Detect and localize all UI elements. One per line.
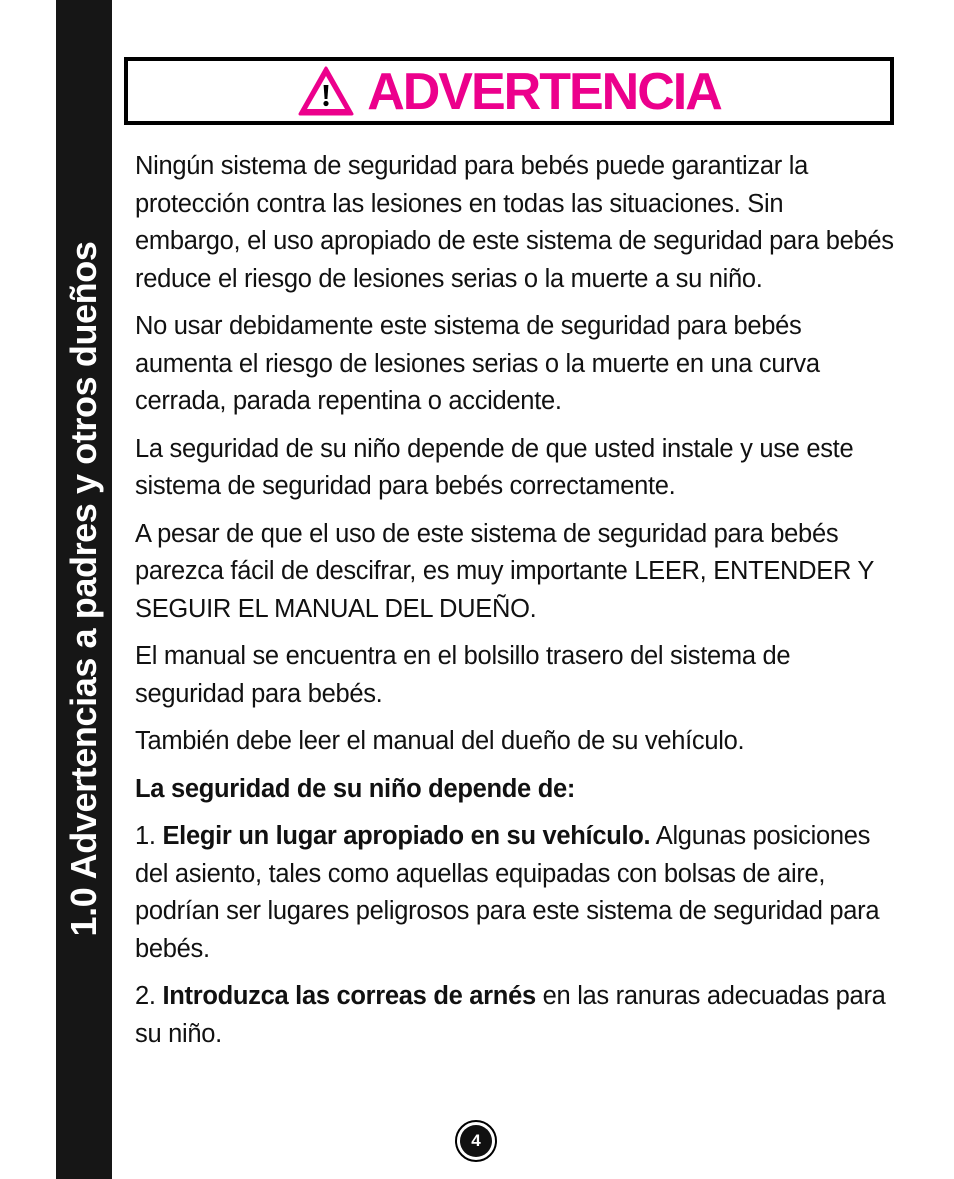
list-number: 1. xyxy=(135,822,156,850)
paragraph: La seguridad de su niño depende de que usted instale y use este sistema de seguridad para bebés correctamente. xyxy=(135,434,854,500)
paragraph: No usar debidamente este sistema de seguridad para bebés aumenta el riesgo de lesiones serias o la muerte en una curva cerrada, parada repentina o accidente. xyxy=(135,312,820,415)
list-number: 2. xyxy=(135,982,156,1010)
subheading-text: La seguridad de su niño depende de: xyxy=(135,774,576,803)
list-item-text: Algunas posiciones del asiento, tales como aquellas equipadas con bolsas de aire, podrían ser lugares peligrosos para este sistema de seguridad para bebés. xyxy=(135,822,880,963)
list-item-bold: Introduzca las correas de arnés xyxy=(162,982,536,1010)
paragraph: También debe leer el manual del dueño de su vehículo. xyxy=(135,727,745,755)
warning-banner xyxy=(124,57,894,125)
paragraph: Ningún sistema de seguridad para bebés puede garantizar la protección contra las lesiones en todas las situaciones. Sin embargo, el uso apropiado de este sistema de seguridad para bebés reduce el riesgo de lesiones serias o la muerte a su niño. xyxy=(135,152,894,293)
warning-title: ADVERTENCIA xyxy=(367,63,721,121)
list-item xyxy=(135,818,895,968)
page-number: 4 xyxy=(460,1125,492,1157)
subheading xyxy=(135,771,895,809)
paragraph: El manual se encuentra en el bolsillo trasero del sistema de seguridad para bebés. xyxy=(135,642,791,708)
body-text xyxy=(135,148,895,1063)
list-item-bold: Elegir un lugar apropiado en su vehículo. xyxy=(162,822,651,850)
warning-triangle-icon xyxy=(297,65,355,117)
section-title: 1.0 Advertencias a padres y otros dueños xyxy=(63,241,104,937)
list-item-text: en las ranuras adecuadas para su niño. xyxy=(135,982,886,1048)
paragraph: A pesar de que el uso de este sistema de seguridad para bebés parezca fácil de descifrar, es muy importante LEER, ENTENDER Y SEGUIR EL MANUAL DEL DUEÑO. xyxy=(135,519,874,623)
list-item xyxy=(135,978,895,1053)
page-number-badge xyxy=(455,1120,497,1162)
